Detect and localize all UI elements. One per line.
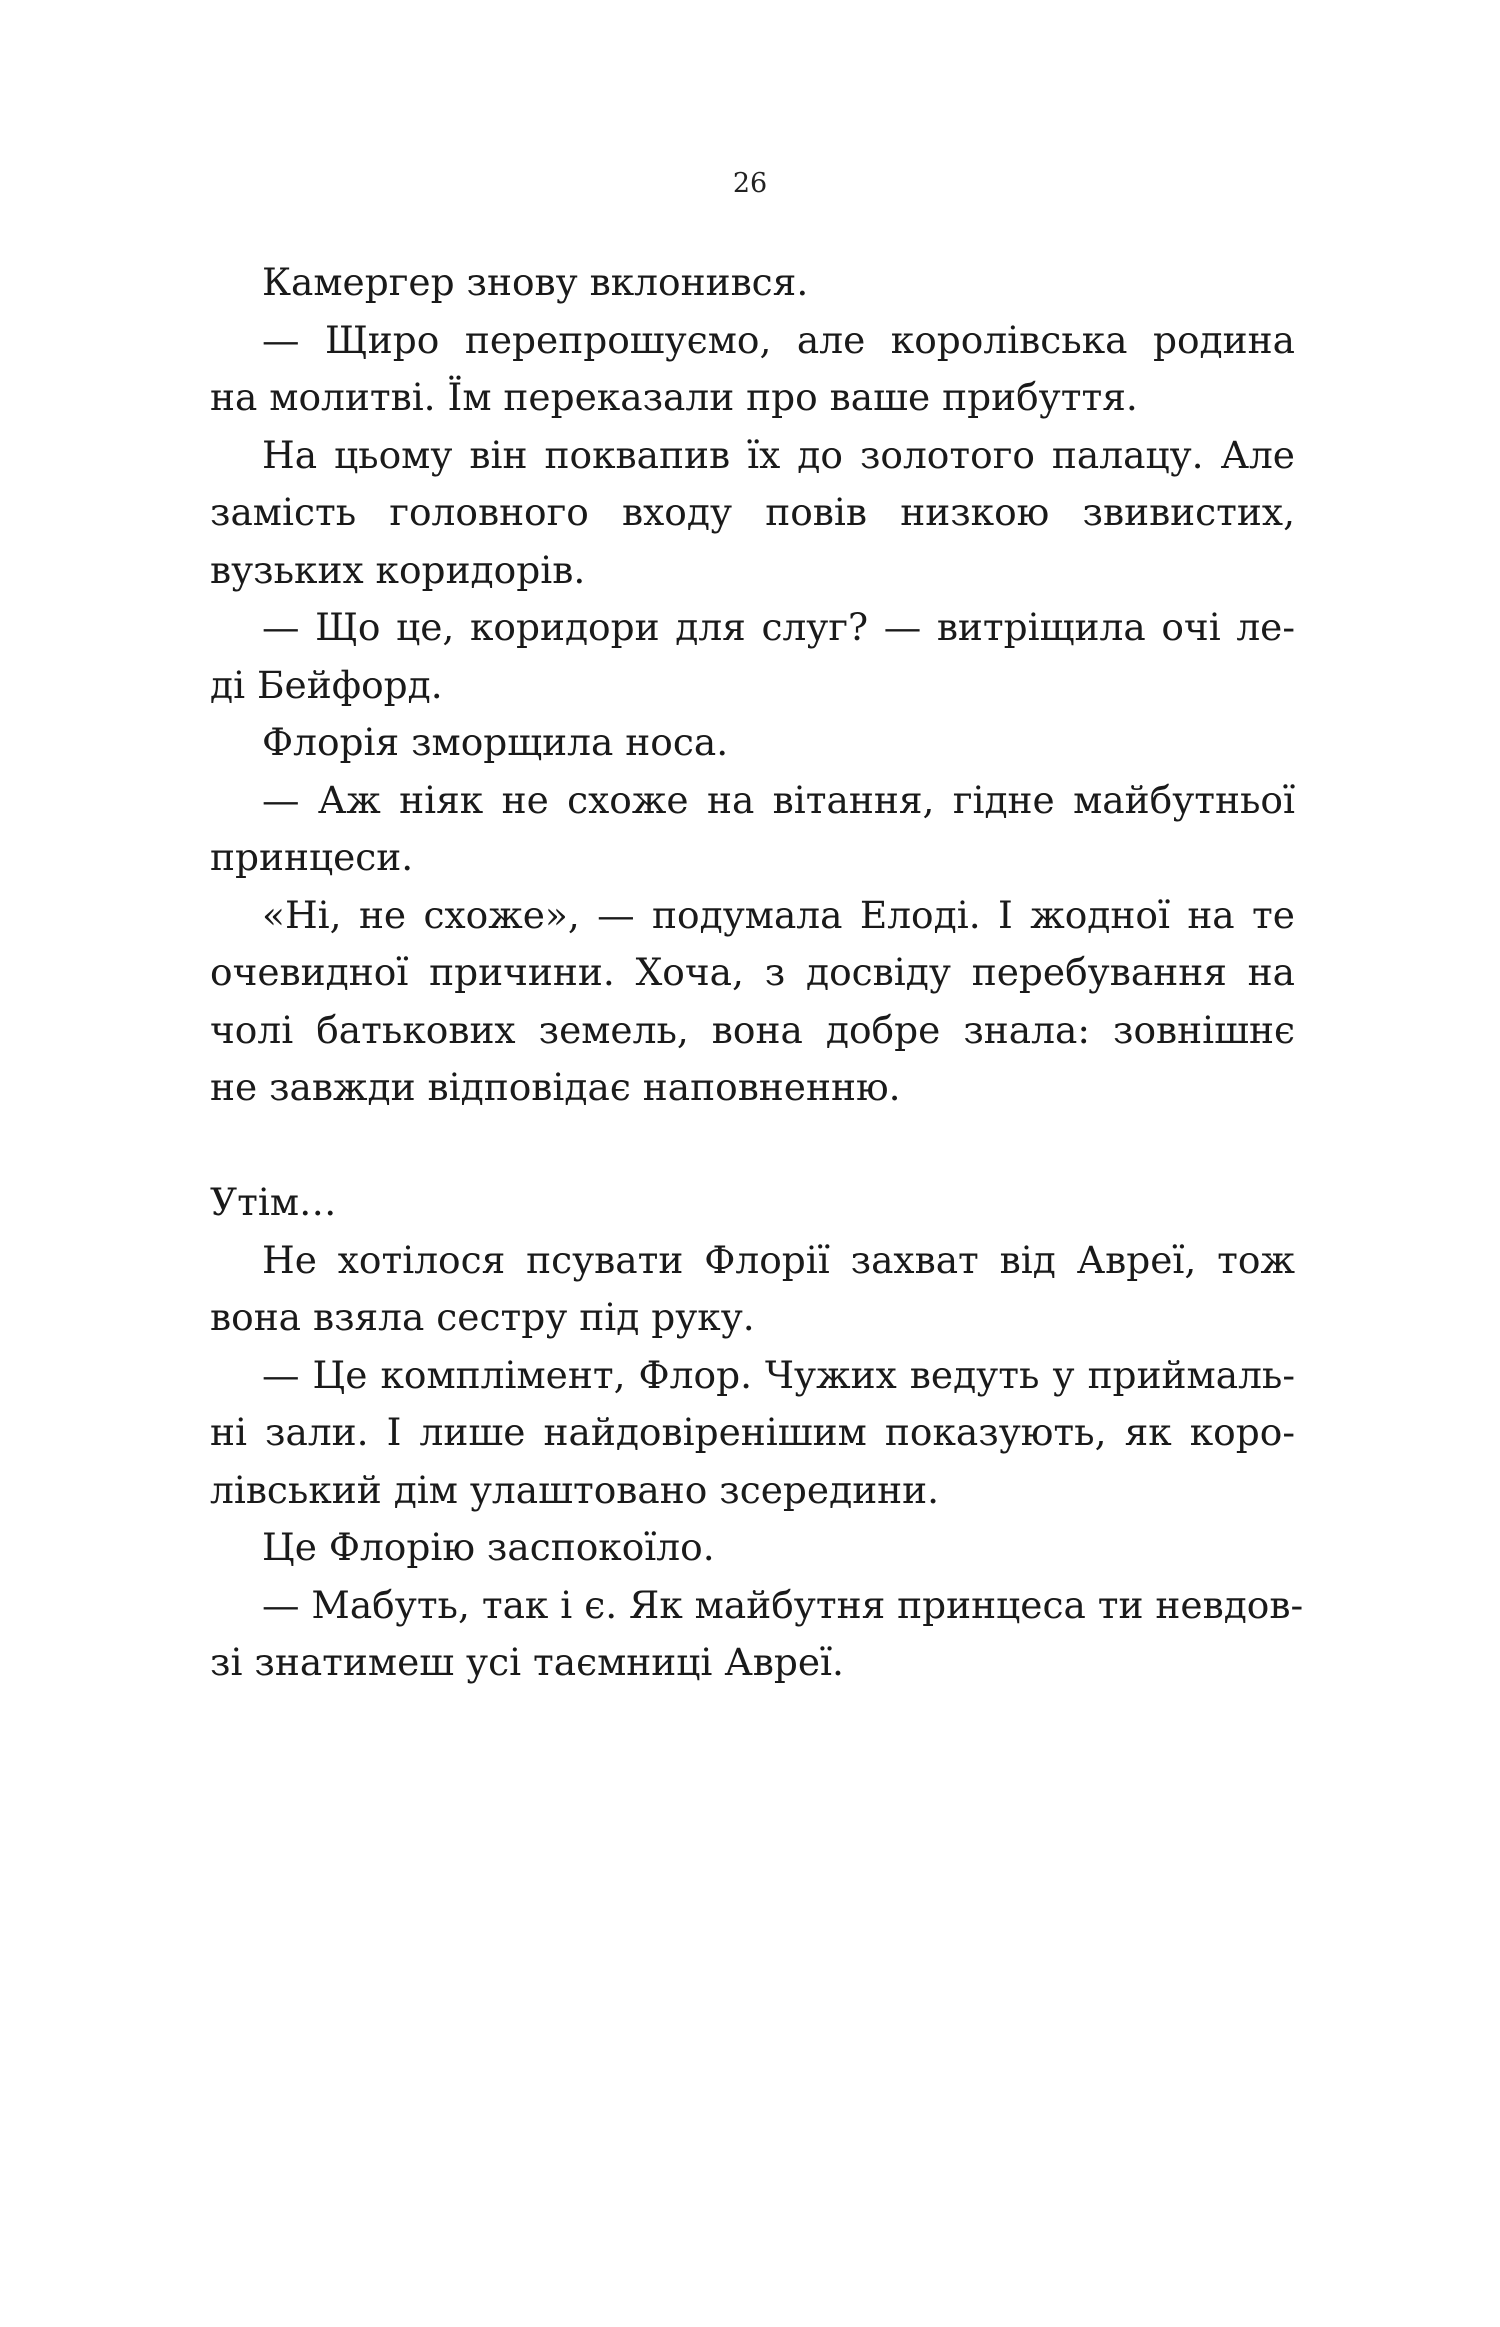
text-line: — Аж ніяк не схоже на вітання, гідне майбутньої [262,777,1295,822]
text-line: — Що це, коридори для слуг? — витріщила очі ле- [262,605,1295,649]
section-break [210,1117,1295,1175]
text-line: вона взяла сестру під руку. [210,1295,755,1339]
text-line: замість головного входу повів низкою звивистих, [210,490,1295,534]
text-line: Утім… [210,1180,337,1224]
text-line: зі знатимеш усі таємниці Авреї. [210,1640,844,1684]
body-text [210,254,1304,1692]
text-line: Це Флорію заспокоїло. [262,1525,715,1569]
text-line: Камергер знову вклонився. [262,260,809,304]
text-line: — Щиро перепрошуємо, але королівська родина [262,317,1295,362]
text-line: лівський дім улаштовано зсередини. [210,1467,940,1512]
text-section-after-break [210,1174,1304,1692]
text-line: очевидної причини. Хоча, з досвіду перебування на [210,950,1295,994]
text-line: «Ні, не схоже», — подумала Елоді. І жодної на те [262,892,1295,937]
text-line: ні зали. І лише найдовіренішим показують, як коро- [210,1410,1295,1454]
text-section-before-break [210,254,1295,1117]
text-line: Не хотілося псувати Флорії захват від Авреї, тож [262,1237,1295,1282]
text-line: — Це комплімент, Флор. Чужих ведуть у приймаль- [262,1352,1295,1397]
page-number: 26 [732,168,768,199]
text-line: — Мабуть, так і є. Як майбутня принцеса ти невдов- [262,1582,1304,1627]
text-line: На цьому він поквапив їх до золотого палацу. Але [262,432,1295,477]
text-line: ді Бейфорд. [210,662,443,707]
text-line: Флорія зморщила носа. [262,720,729,764]
text-line: вузьких коридорів. [210,547,586,592]
text-line: чолі батькових земель, вона добре знала: зовнішнє [210,1007,1295,1052]
text-line: принцеси. [210,835,414,879]
text-line: на молитві. Їм переказали про ваше прибуття. [210,375,1138,419]
text-line: не завжди відповідає наповненню. [210,1065,901,1109]
